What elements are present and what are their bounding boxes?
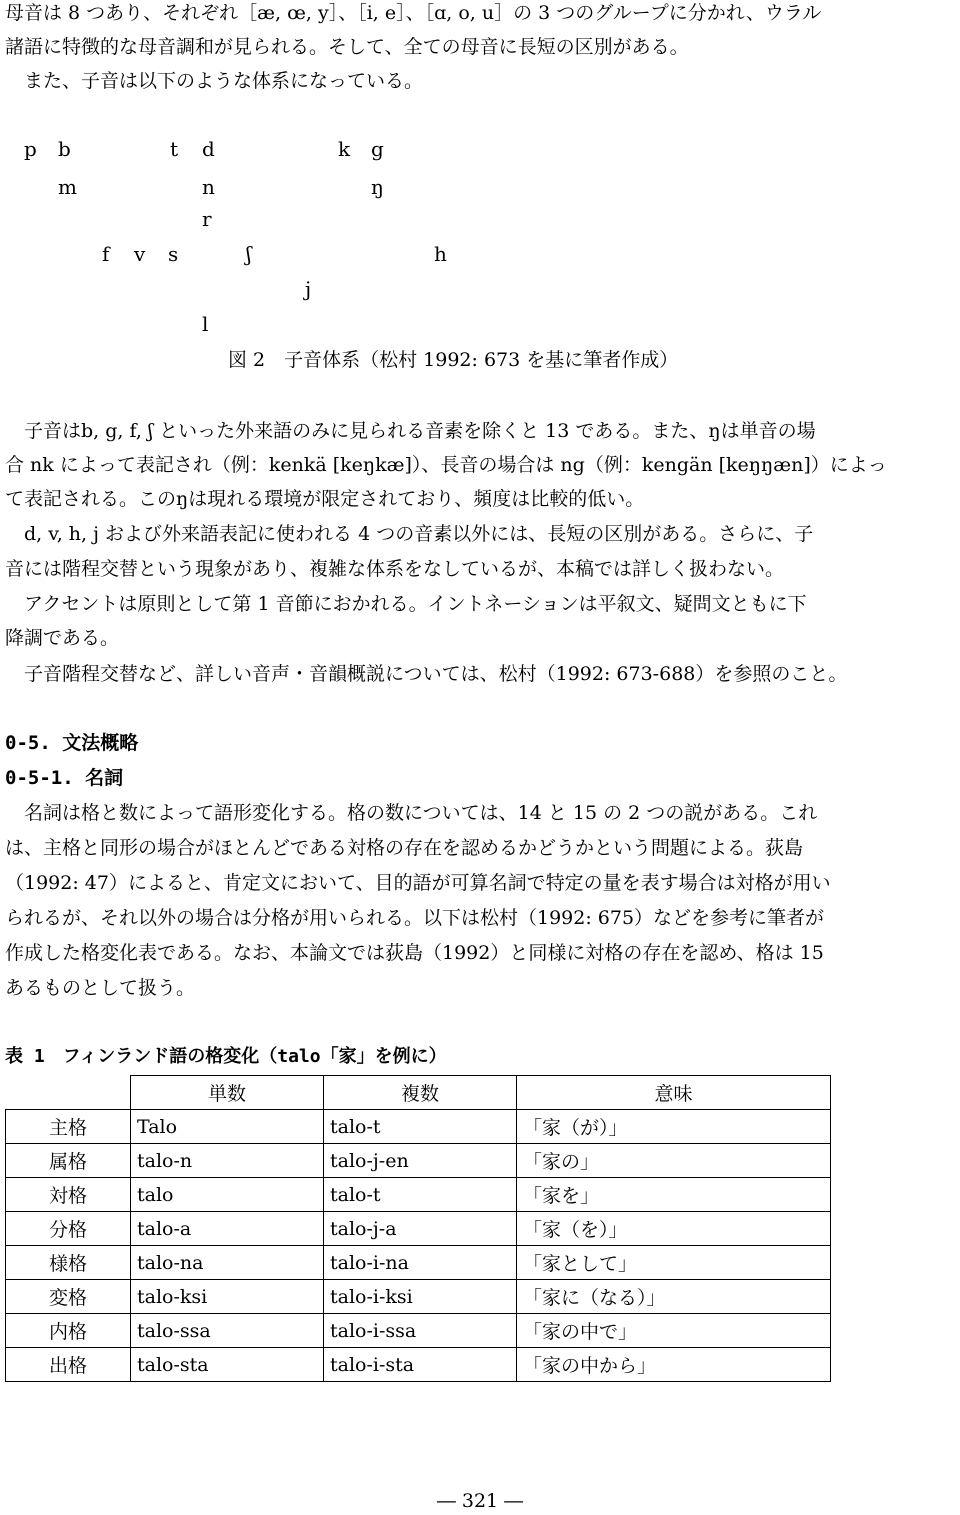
page-number: ― 321 ― xyxy=(436,1490,524,1512)
case-table xyxy=(5,1075,831,1382)
body-line-8: 子音階程交替など、詳しい音声・音韻概説については、松村（1992: 673-688）を参照のこと。 xyxy=(24,663,848,685)
body-line-5: 音には階程交替という現象があり、複雑な体系をなしているが、本稿では詳しく扱わない。 xyxy=(5,558,785,580)
table-row xyxy=(6,1178,831,1212)
consonant-p: p xyxy=(24,137,37,161)
table-row xyxy=(6,1246,831,1280)
singular-form: talo-n xyxy=(131,1144,324,1178)
meaning: 「家（が）」 xyxy=(517,1110,831,1144)
consonant-t: t xyxy=(170,137,179,161)
consonant-v: v xyxy=(134,242,146,266)
plural-form: talo-t xyxy=(324,1178,517,1212)
plural-form: talo-i-na xyxy=(324,1246,517,1280)
table-row xyxy=(6,1110,831,1144)
table-row xyxy=(6,1144,831,1178)
noun-line-5: 作成した格変化表である。なお、本論文では荻島（1992）と同様に対格の存在を認め、格は 15 xyxy=(5,942,824,964)
meaning: 「家に（なる）」 xyxy=(517,1280,831,1314)
table-row xyxy=(6,1314,831,1348)
consonant-j: j xyxy=(305,277,312,301)
noun-line-4: られるが、それ以外の場合は分格が用いられる。以下は松村（1992: 675）などを参考に筆者が xyxy=(5,907,825,929)
intro-line-2: 諸語に特徴的な母音調和が見られる。そして、全ての母音に長短の区別がある。 xyxy=(5,36,689,58)
body-line-6: アクセントは原則として第 1 音節におかれる。イントネーションは平叙文、疑問文ともに下 xyxy=(24,593,807,615)
consonant-b: b xyxy=(58,137,71,161)
plural-form: talo-j-en xyxy=(324,1144,517,1178)
table-row xyxy=(6,1348,831,1382)
header-empty xyxy=(6,1076,131,1110)
singular-form: talo-na xyxy=(131,1246,324,1280)
body-line-2: 合 nk によって表記され（例：kenkä [keŋkæ]）、長音の場合は ng（例：kengän [keŋŋæn]）によっ xyxy=(5,454,887,476)
noun-line-2: は、主格と同形の場合がほとんどである対格の存在を認めるかどうかという問題による。荻島 xyxy=(5,837,804,859)
singular-form: Talo xyxy=(131,1110,324,1144)
meaning: 「家（を）」 xyxy=(517,1212,831,1246)
singular-form: talo xyxy=(131,1178,324,1212)
singular-form: talo-ssa xyxy=(131,1314,324,1348)
singular-form: talo-ksi xyxy=(131,1280,324,1314)
header-singular: 単数 xyxy=(131,1076,324,1110)
consonant-l: l xyxy=(202,312,209,336)
section-heading: 0-5. 文法概略 xyxy=(5,732,139,754)
consonant-f: f xyxy=(102,242,110,266)
noun-line-3: （1992: 47）によると、肯定文において、目的語が可算名詞で特定の量を表す場合は対格が用い xyxy=(5,872,831,894)
consonant-esh: ʃ xyxy=(246,242,252,266)
consonant-r: r xyxy=(202,207,212,231)
body-line-7: 降調である。 xyxy=(5,627,120,649)
meaning: 「家の中で」 xyxy=(517,1314,831,1348)
noun-line-1: 名詞は格と数によって語形変化する。格の数については、14 と 15 の 2 つの説がある。これ xyxy=(24,802,818,824)
consonant-h: h xyxy=(434,242,447,266)
meaning: 「家として」 xyxy=(517,1246,831,1280)
body-line-3: て表記される。このŋは現れる環境が限定されており、頻度は比較的低い。 xyxy=(5,488,645,510)
body-line-1: 子音はb, g, f, ʃ といった外来語のみに見られる音素を除くと 13 である。また、ŋは単音の場 xyxy=(24,420,816,442)
plural-form: talo-t xyxy=(324,1110,517,1144)
consonant-m: m xyxy=(58,175,77,199)
consonant-g: g xyxy=(371,137,384,161)
intro-line-1: 母音は 8 つあり、それぞれ［æ, œ, y］、［i, e］、［ɑ, o, u］の 3 つのグループに分かれ、ウラル xyxy=(5,2,822,24)
case-name: 内格 xyxy=(6,1314,131,1348)
table-row xyxy=(6,1280,831,1314)
intro-line-3: また、子音は以下のような体系になっている。 xyxy=(5,70,424,92)
subsection-heading: 0-5-1. 名詞 xyxy=(5,767,124,789)
header-plural: 複数 xyxy=(324,1076,517,1110)
meaning: 「家を」 xyxy=(517,1178,831,1212)
plural-form: talo-j-a xyxy=(324,1212,517,1246)
case-name: 変格 xyxy=(6,1280,131,1314)
case-name: 様格 xyxy=(6,1246,131,1280)
meaning: 「家の」 xyxy=(517,1144,831,1178)
singular-form: talo-sta xyxy=(131,1348,324,1382)
meaning: 「家の中から」 xyxy=(517,1348,831,1382)
table-header-row xyxy=(6,1076,831,1110)
consonant-n: n xyxy=(202,175,215,199)
figure-caption: 図 2 子音体系（松村 1992: 673 を基に筆者作成） xyxy=(228,349,679,371)
consonant-s: s xyxy=(168,242,179,266)
noun-line-6: あるものとして扱う。 xyxy=(5,977,196,999)
table-row xyxy=(6,1212,831,1246)
table-title: 表 1 フィンランド語の格変化（talo「家」を例に） xyxy=(5,1046,447,1067)
singular-form: talo-a xyxy=(131,1212,324,1246)
plural-form: talo-i-ksi xyxy=(324,1280,517,1314)
consonant-d: d xyxy=(202,137,215,161)
consonant-eng: ŋ xyxy=(371,175,384,199)
body-line-4: d, v, h, j および外来語表記に使われる 4 つの音素以外には、長短の区別がある。さらに、子 xyxy=(24,523,814,545)
case-name: 主格 xyxy=(6,1110,131,1144)
case-name: 出格 xyxy=(6,1348,131,1382)
header-meaning: 意味 xyxy=(517,1076,831,1110)
plural-form: talo-i-sta xyxy=(324,1348,517,1382)
plural-form: talo-i-ssa xyxy=(324,1314,517,1348)
case-name: 分格 xyxy=(6,1212,131,1246)
consonant-k: k xyxy=(338,137,351,161)
case-name: 対格 xyxy=(6,1178,131,1212)
case-name: 属格 xyxy=(6,1144,131,1178)
